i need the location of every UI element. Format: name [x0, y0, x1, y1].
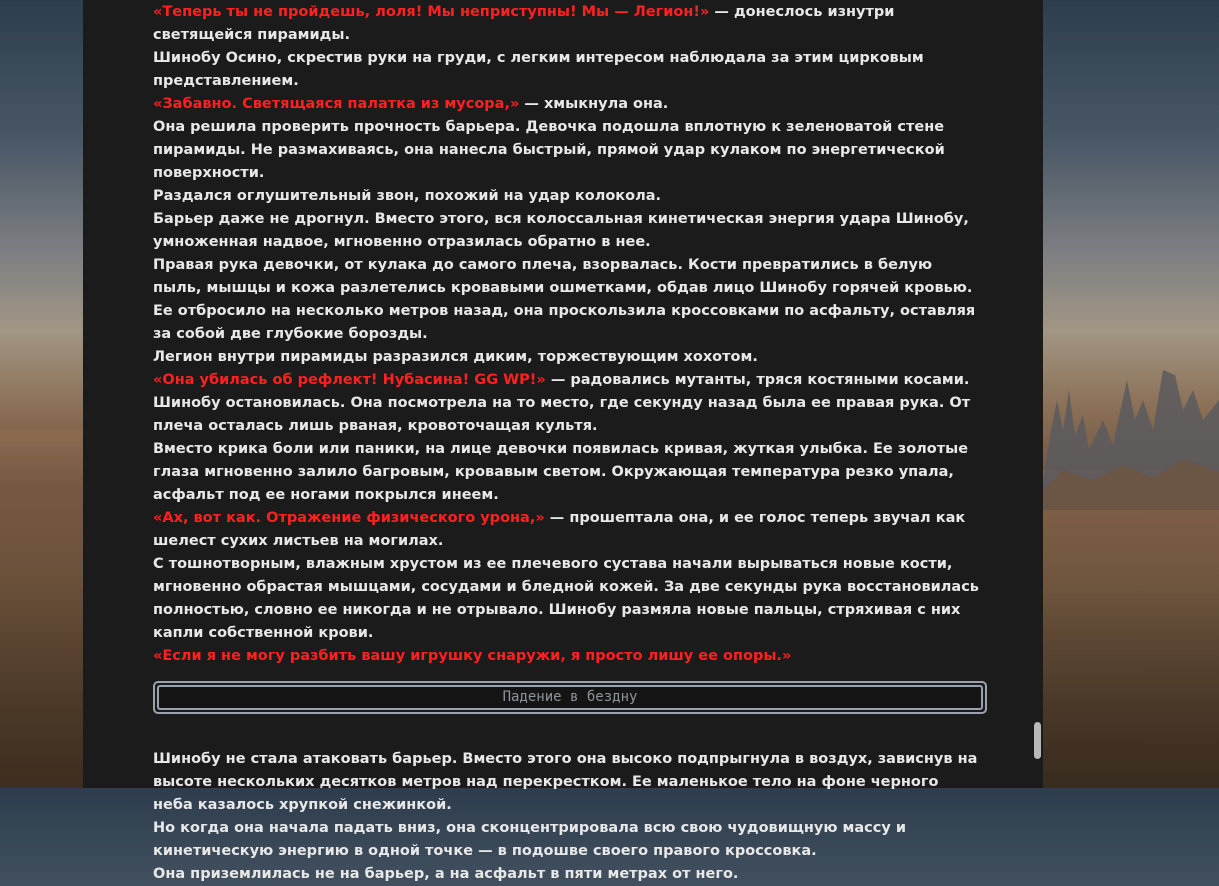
background-ground-right [1043, 470, 1219, 788]
story-paragraph [153, 116, 983, 185]
story-paragraph [153, 438, 983, 507]
dialogue-quote: «Забавно. Светящаяся палатка из мусора,» [153, 96, 520, 112]
narration-text: С тошнотворным, влажным хрустом из ее плечевого сустава начали вырываться новые кости, мгновенно обрастая мышцами, сосудами и бледной кожей. За две секунды рука восстановилась полностью, словно ее никогда и не отрывало. Шинобу размяла новые пальцы, стряхивая с них капли собственной крови. [153, 556, 979, 641]
story-paragraph [153, 748, 983, 817]
narration-text: Раздался оглушительный звон, похожий на удар колокола. [153, 188, 661, 204]
narration-text: Но когда она начала падать вниз, она сконцентрировала всю свою чудовищную массу и кинетическую энергию в одной точке — в подошве своего правого кроссовка. [153, 820, 906, 859]
story-paragraph [153, 645, 983, 668]
story-paragraph [153, 208, 983, 254]
story-paragraph [153, 369, 983, 392]
section-spacer [153, 714, 983, 748]
story-paragraph [153, 346, 983, 369]
narration-text: Барьер даже не дрогнул. Вместо этого, вся колоссальная кинетическая энергия удара Шинобу, умноженная надвое, мгновенно отразилась обратно в нее. [153, 211, 969, 250]
story-paragraph [153, 392, 983, 438]
narration-text: — хмыкнула она. [519, 96, 669, 112]
story-paragraph [153, 254, 983, 346]
narration-text: Правая рука девочки, от кулака до самого плеча, взорвалась. Кости превратились в белую пыль, мышцы и кожа разлетелись кровавыми ошметками, обдав лицо Шинобу горячей кровью. Ее отбросило на несколько метров назад, она проскользила кроссовками по асфальту, оставляя за собой две глубокие борозды. [153, 257, 976, 342]
dialogue-quote: «Если я не могу разбить вашу игрушку снаружи, я просто лишу ее опоры.» [153, 648, 792, 664]
narration-text: Шинобу Осино, скрестив руки на груди, с легким интересом наблюдала за этим цирковым представлением. [153, 50, 924, 89]
story-paragraph [153, 47, 983, 93]
story-text [153, 1, 983, 886]
narration-text: — прошептала она, и ее голос теперь звучал как шелест сухих листьев на могилах. [153, 510, 966, 549]
narration-text: Легион внутри пирамиды разразился диким, торжествующим хохотом. [153, 349, 758, 365]
background-ground-left [0, 430, 83, 788]
dialogue-quote: «Ах, вот как. Отражение физического урона,» [153, 510, 545, 526]
story-section-after [153, 748, 983, 886]
dialogue-quote: «Теперь ты не пройдешь, лоля! Мы неприступны! Мы — Легион!» [153, 4, 710, 20]
background-rock-formations [1043, 360, 1219, 510]
story-paragraph [153, 507, 983, 553]
chapter-title: Падение в бездну [157, 685, 983, 710]
narration-text: Шинобу остановилась. Она посмотрела на то место, где секунду назад была ее правая рука. От плеча осталась лишь рваная, кровоточащая культя. [153, 395, 971, 434]
narration-text: — донеслось изнутри светящейся пирамиды. [153, 4, 895, 43]
story-paragraph [153, 1, 983, 47]
story-paragraph [153, 817, 983, 863]
narration-text: Вместо крика боли или паники, на лице девочки появилась кривая, жуткая улыбка. Ее золотые глаза мгновенно залило багровым, кровавым светом. Окружающая температура резко упала, асфальт под ее ногами покрылся инеем. [153, 441, 969, 503]
narration-text: — радовались мутанты, тряся костяными косами. [545, 372, 970, 388]
narration-text: Она приземлилась не на барьер, а на асфальт в пяти метрах от него. [153, 866, 739, 882]
story-paragraph [153, 185, 983, 208]
page-scrollbar-thumb[interactable] [1034, 722, 1041, 759]
chapter-divider[interactable] [153, 681, 987, 714]
narration-text: Шинобу не стала атаковать барьер. Вместо этого она высоко подпрыгнула в воздух, зависнув на высоте нескольких десятков метров над перекрестком. Ее маленькое тело на фоне черного неба казалось хрупкой снежинкой. [153, 751, 978, 813]
story-section-before [153, 1, 983, 668]
dialogue-quote: «Она убилась об рефлект! Нубасина! GG WP!» [153, 372, 546, 388]
narration-text: Она решила проверить прочность барьера. Девочка подошла вплотную к зеленоватой стене пирамиды. Не размахиваясь, она нанесла быстрый, прямой удар кулаком по энергетической поверхности. [153, 119, 945, 181]
story-paragraph [153, 863, 983, 886]
story-paragraph [153, 93, 983, 116]
story-paragraph [153, 553, 983, 645]
reader-content-panel [83, 0, 1043, 882]
